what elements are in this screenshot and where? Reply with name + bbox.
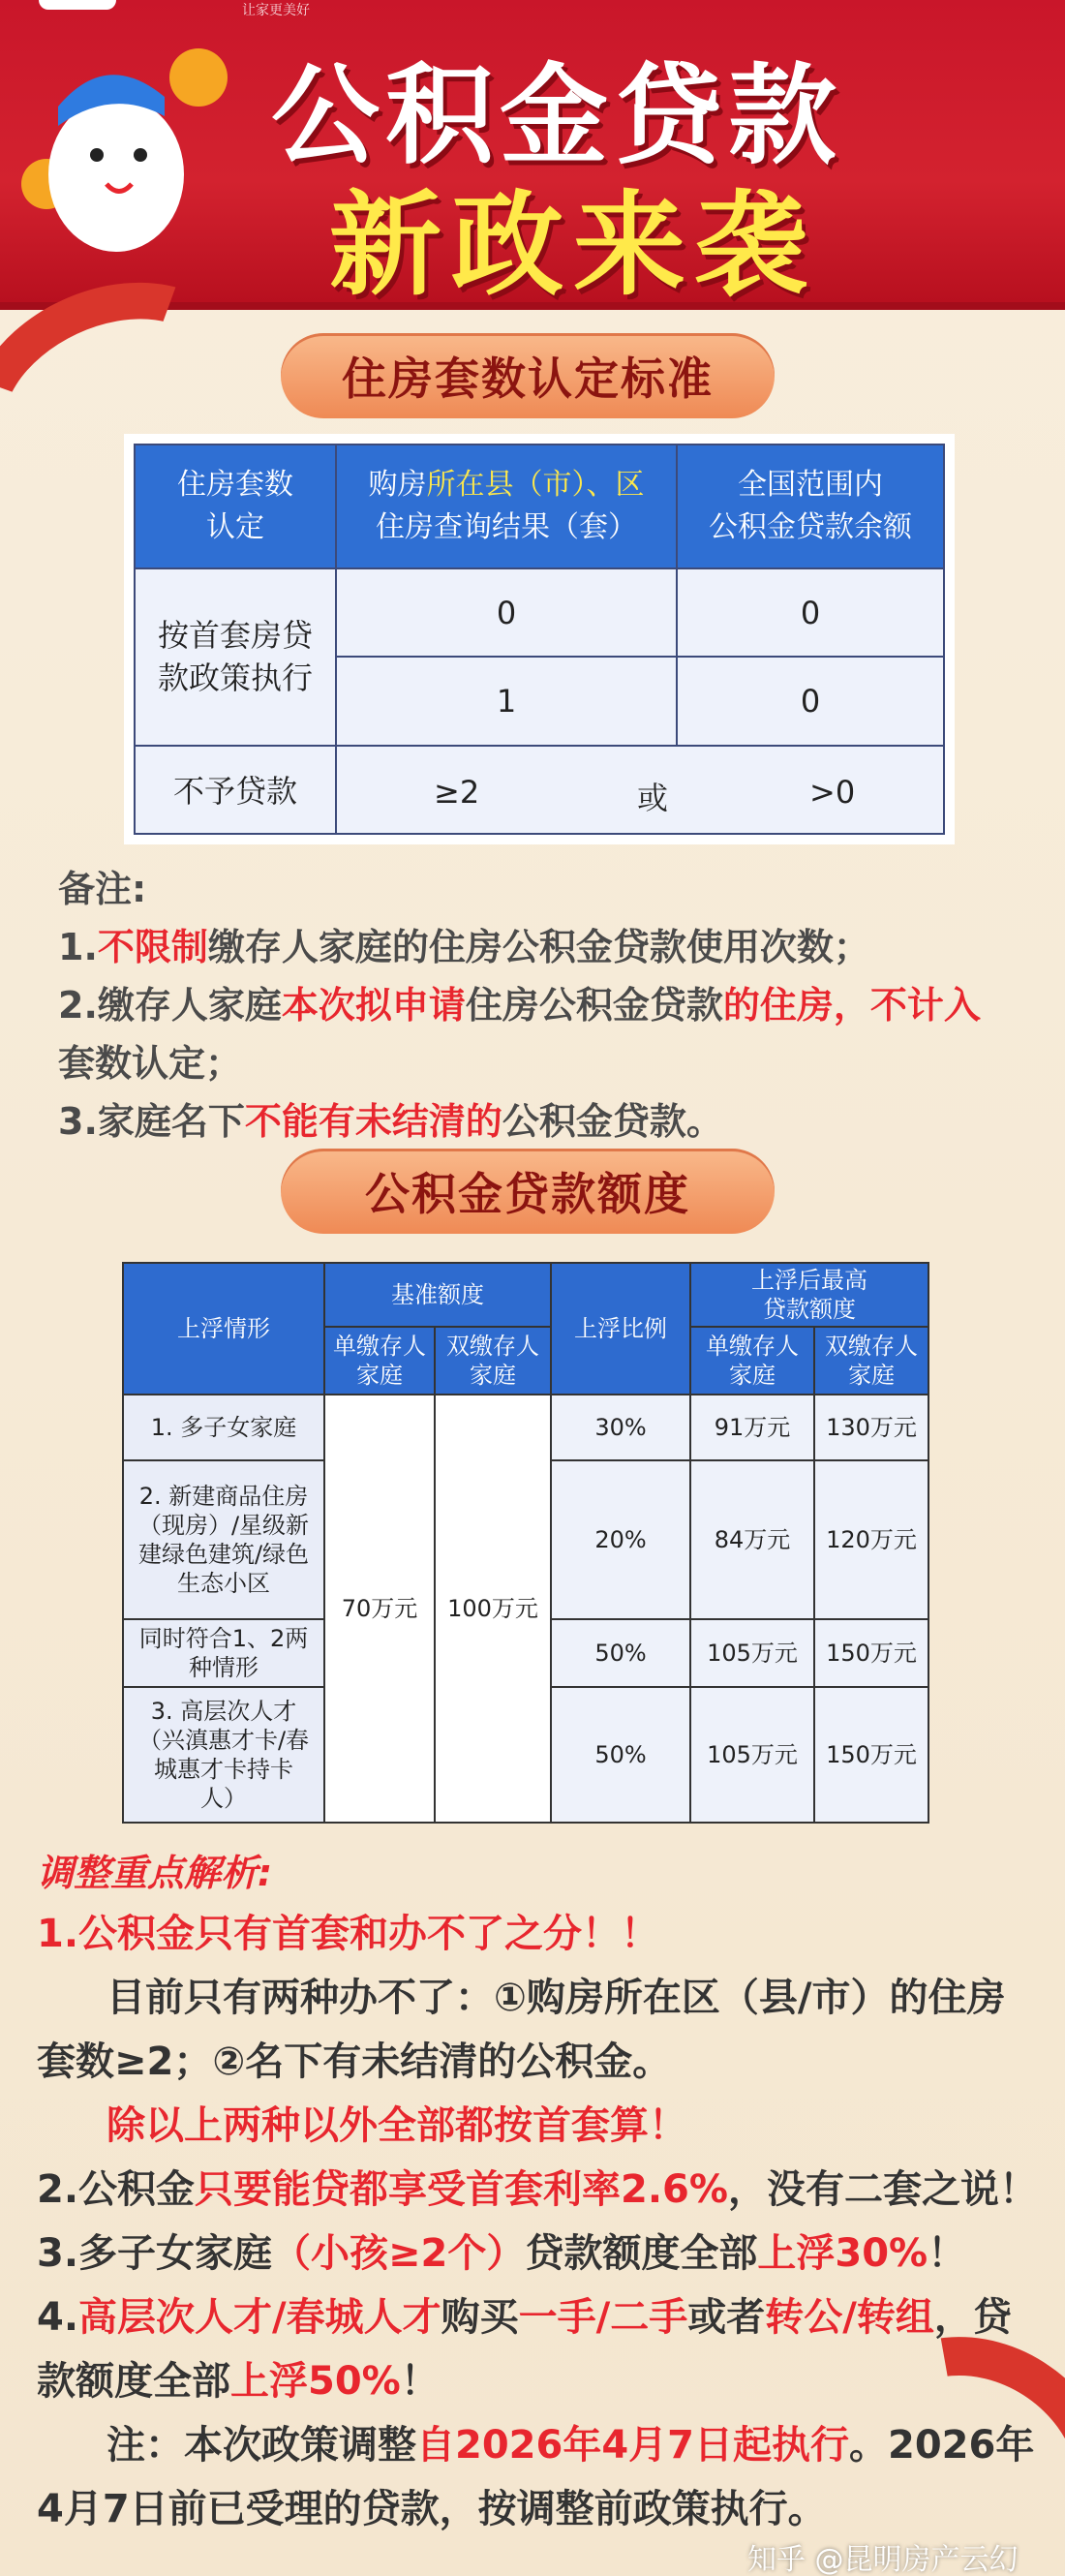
housing-count-table [134,444,945,835]
col-header-max-single: 单缴存人 家庭 [690,1327,814,1395]
cell-r1c3: 0 [677,568,944,657]
cell-max-single: 91万元 [690,1395,814,1460]
analysis-point-1: 1.公积金只有首套和办不了之分！！ [37,1912,660,1956]
row-label-first-home: 按首套房贷 款政策执行 [135,568,336,746]
analysis-p3-a: 3.多子女家庭 [37,2231,273,2276]
notes-block [58,860,1036,1150]
note-2 [58,976,1036,1092]
col-header-count: 住房套数 认定 [135,445,336,568]
analysis-p4-b: 高层次人才/春城人才 [78,2295,441,2340]
cell-max-single: 105万元 [690,1619,814,1687]
cell-r2c3: 0 [677,657,944,745]
brand-logo [39,0,116,10]
table-row-situation: 1. 多子女家庭 [123,1395,324,1460]
analysis-p3-b: （小孩≥2个） [272,2231,526,2276]
col-header-situation: 上浮情形 [123,1263,324,1395]
col-header-base-single: 单缴存人 家庭 [324,1327,435,1395]
analysis-p4-a: 4. [37,2295,79,2340]
cell-r2c2: 1 [336,657,677,745]
brand-slogan: 让家更美好 [242,3,310,18]
note-3-a: 3.家庭名下 [58,1100,245,1143]
col-header-balance: 全国范围内 公积金贷款余额 [677,445,944,568]
cell-max-double: 150万元 [814,1619,928,1687]
cell-r3-or: 或 [637,779,669,816]
table-row-situation: 2. 新建商品住房 （现房）/星级新 建绿色建筑/绿色 生态小区 [123,1460,324,1619]
cell-ratio: 50% [551,1619,690,1687]
col-header-query [336,445,677,568]
section-heading-housing-count: 住房套数认定标准 [281,333,775,418]
cell-r1c2: 0 [336,568,677,657]
col-header-ratio: 上浮比例 [551,1263,690,1395]
analysis-p3-e: ！ [928,2231,967,2276]
note-1-b: 不限制 [97,926,208,968]
note-3-c: 公积金贷款。 [502,1100,723,1143]
table-row-situation: 同时符合1、2两 种情形 [123,1619,324,1687]
analysis-p4-g: ，贷款额度全部 [37,2295,1012,2404]
mascot-icon [19,39,232,261]
analysis-p4-f: 转公/转组 [765,2295,934,2340]
title-line-1: 公积金贷款 [271,53,842,179]
watermark-text: 知乎 @昆明房产云幻 [747,2543,1019,2576]
col-header-query-c: 住房查询结果（套） [376,509,637,544]
note-1-a: 1. [58,926,98,968]
analysis-p2-a: 2.公积金 [37,2167,196,2212]
cell-base-double: 100万元 [435,1395,551,1823]
cell-r3c2: ≥2 [434,773,480,811]
analysis-note-a: 注：本次政策调整 [106,2423,416,2468]
cell-max-double: 130万元 [814,1395,928,1460]
notes-title: 备注: [58,868,147,910]
note-2-a: 2.缴存人家庭 [58,984,282,1027]
col-header-query-b: 所在县（市）、区 [426,467,645,502]
section-heading-loan-limit: 公积金贷款额度 [281,1149,775,1234]
cell-max-double: 150万元 [814,1687,928,1823]
analysis-p2-b: 只要能贷都享受首套利率2.6% [195,2167,728,2212]
analysis-p3-c: 贷款额度全部 [525,2231,758,2276]
col-header-base: 基准额度 [324,1263,551,1327]
col-header-max-double: 双缴存人 家庭 [814,1327,928,1395]
col-header-base-double: 双缴存人 家庭 [435,1327,551,1395]
analysis-note-b: 自2026年4月7日起执行 [416,2423,849,2468]
analysis-p2-c: ，没有二套之说！ [727,2167,1038,2212]
cell-r3c3: >0 [809,773,856,811]
cell-max-double: 120万元 [814,1460,928,1619]
cell-r3-merged [336,746,944,834]
col-header-query-a: 购房 [368,467,427,502]
table-row-situation: 3. 高层次人才 （兴滇惠才卡/春 城惠才卡持卡 人） [123,1687,324,1823]
note-1 [58,918,1036,976]
analysis-p4-e: 或者 [687,2295,766,2340]
note-2-c: 住房公积金贷款 [465,984,723,1027]
cell-base-single: 70万元 [324,1395,435,1823]
analysis-p4-c: 购买 [441,2295,519,2340]
note-1-c: 缴存人家庭的住房公积金贷款使用次数； [207,926,870,968]
note-2-d: 的住房，不计入 [722,984,981,1027]
analysis-point-2 [37,2158,1044,2222]
analysis-point-1-detail: 目前只有两种办不了：①购房所在区（县/市）的住房套数≥2；②名下有未结清的公积金。 [37,1976,1006,2084]
analysis-p4-h: 上浮50% [230,2359,401,2404]
row-label-no-loan: 不予贷款 [135,746,336,834]
loan-limit-table [122,1262,929,1824]
col-header-max: 上浮后最高 贷款额度 [690,1263,928,1327]
analysis-title: 调整重点解析: [37,1852,273,1894]
analysis-p4-i: ！ [400,2359,440,2404]
cell-ratio: 20% [551,1460,690,1619]
housing-count-table-card [124,434,955,844]
cell-max-single: 84万元 [690,1460,814,1619]
note-3 [58,1092,1036,1150]
note-2-e: 套数认定； [58,1042,243,1085]
analysis-note-c: 。2026年4月7日前已受理的贷款，按调整前政策执行。 [37,2423,1035,2531]
cell-ratio: 30% [551,1395,690,1460]
note-2-b: 本次拟申请 [281,984,466,1027]
analysis-point-3 [37,2222,1044,2285]
note-3-b: 不能有未结清的 [244,1100,502,1143]
title-line-2: 新政来袭 [329,180,817,311]
cell-ratio: 50% [551,1687,690,1823]
analysis-p4-d: 一手/二手 [518,2295,688,2340]
cell-max-single: 105万元 [690,1687,814,1823]
analysis-p3-d: 上浮30% [757,2231,928,2276]
header-banner [0,0,1065,310]
analysis-point-1-note: 除以上两种以外全部都按首套算！ [106,2103,687,2148]
